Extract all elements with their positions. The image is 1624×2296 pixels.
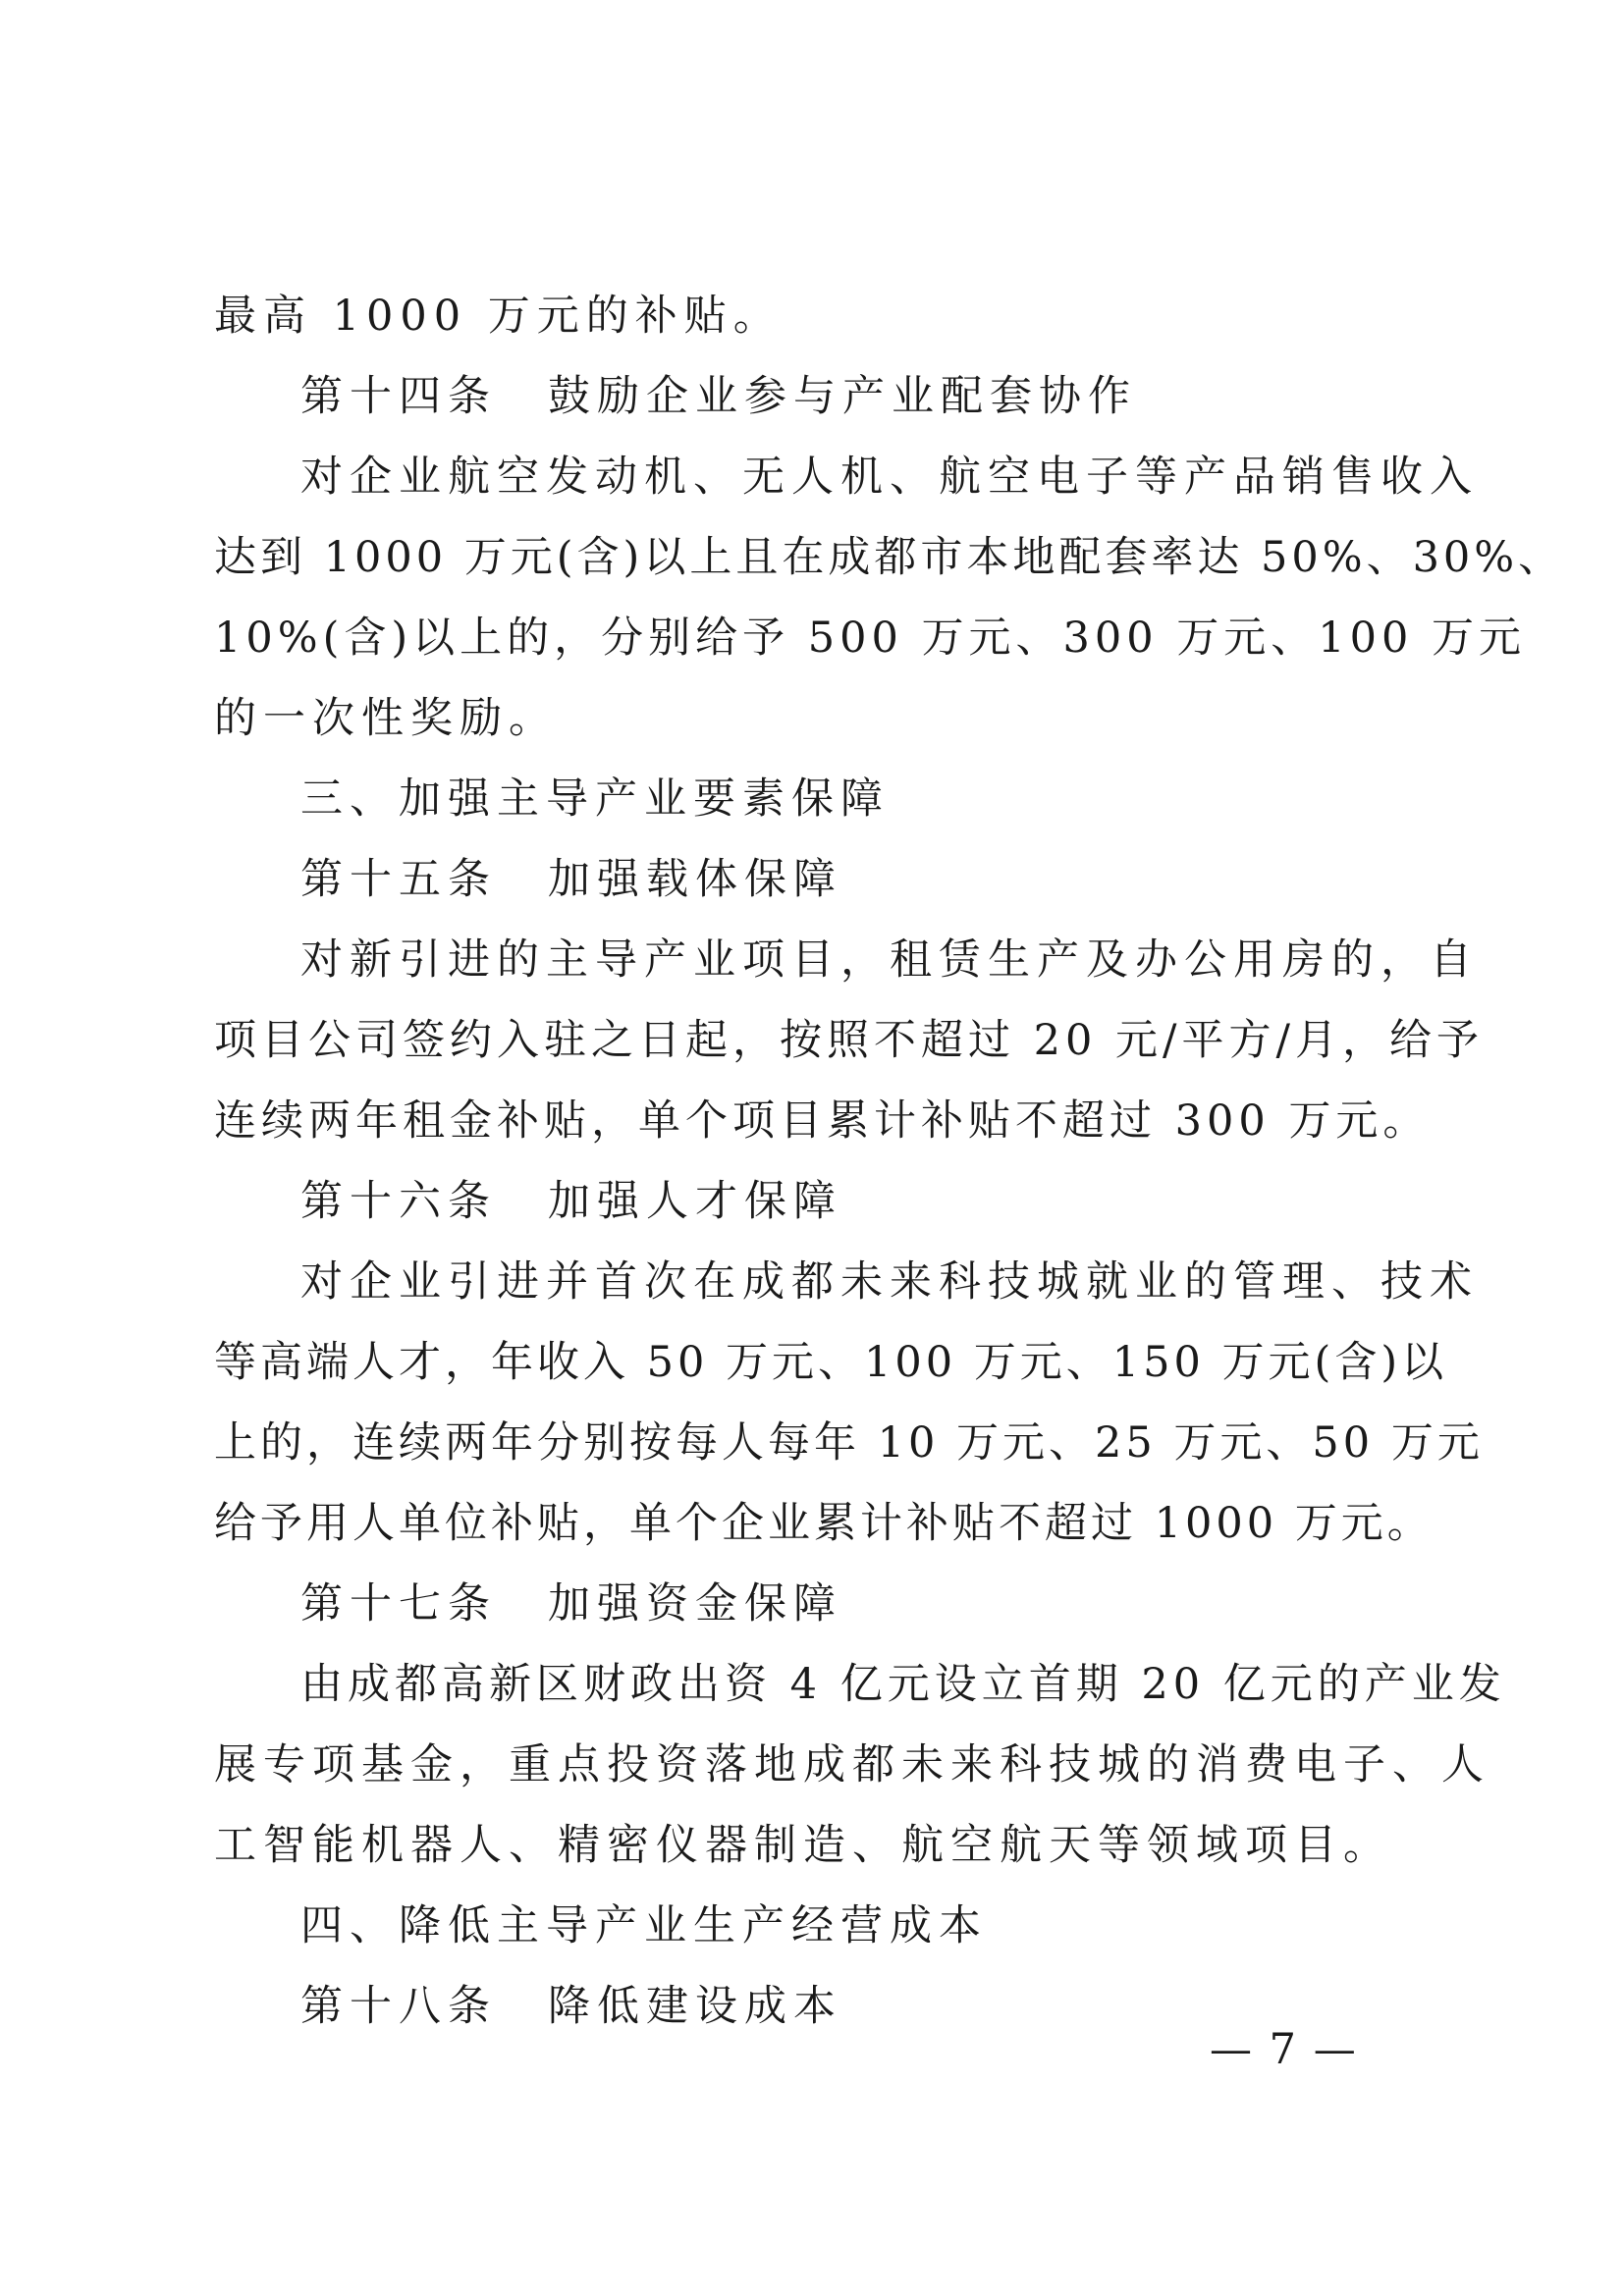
- section-heading: 四、降低主导产业生产经营成本: [300, 1901, 988, 1950]
- paragraph-line: 对企业航空发动机、无人机、航空电子等产品销售收入: [300, 453, 1479, 502]
- article-label: 第十六条: [300, 1177, 497, 1226]
- paragraph-line: 展专项基金，重点投资落地成都未来科技城的消费电子、人: [214, 1740, 1490, 1789]
- paragraph-line: 10%(含)以上的，分别给予 500 万元、300 万元、100 万元: [214, 614, 1527, 663]
- article-heading-15: [300, 850, 842, 909]
- article-title: 鼓励企业参与产业配套协作: [548, 372, 1137, 421]
- article-title: 加强资金保障: [548, 1579, 842, 1629]
- article-title: 加强人才保障: [548, 1177, 842, 1226]
- page-number: — 7 —: [1210, 2025, 1358, 2074]
- article-label: 第十七条: [300, 1579, 497, 1629]
- article-label: 第十八条: [300, 1982, 497, 2031]
- paragraph-line: 等高端人才，年收入 50 万元、100 万元、150 万元(含)以: [214, 1338, 1448, 1387]
- paragraph-line: 的一次性奖励。: [214, 694, 558, 743]
- paragraph-line: 对企业引进并首次在成都未来科技城就业的管理、技术: [300, 1257, 1479, 1307]
- article-heading-14: [300, 367, 1137, 426]
- paragraph-line: 对新引进的主导产业项目，租赁生产及办公用房的，自: [300, 935, 1479, 985]
- article-title: 加强载体保障: [548, 855, 842, 904]
- section-heading: 三、加强主导产业要素保障: [300, 774, 890, 824]
- article-heading-17: [300, 1575, 842, 1633]
- article-label: 第十四条: [300, 372, 497, 421]
- paragraph-line: 最高 1000 万元的补贴。: [214, 292, 783, 341]
- paragraph-line: 工智能机器人、精密仪器制造、航空航天等领域项目。: [214, 1821, 1392, 1870]
- paragraph-line: 达到 1000 万元(含)以上且在成都市本地配套率达 50%、30%、: [214, 533, 1565, 582]
- paragraph-line: 连续两年租金补贴，单个项目累计补贴不超过 300 万元。: [214, 1096, 1431, 1146]
- article-label: 第十五条: [300, 855, 497, 904]
- paragraph-line: 由成都高新区财政出资 4 亿元设立首期 20 亿元的产业发: [300, 1660, 1506, 1709]
- article-heading-16: [300, 1172, 842, 1231]
- paragraph-line: 上的，连续两年分别按每人每年 10 万元、25 万元、50 万元: [214, 1418, 1484, 1468]
- article-heading-18: [300, 1977, 842, 2036]
- article-title: 降低建设成本: [548, 1982, 842, 2031]
- paragraph-line: 给予用人单位补贴，单个企业累计补贴不超过 1000 万元。: [214, 1499, 1434, 1548]
- paragraph-line: 项目公司签约入驻之日起，按照不超过 20 元/平方/月，给予: [214, 1016, 1485, 1065]
